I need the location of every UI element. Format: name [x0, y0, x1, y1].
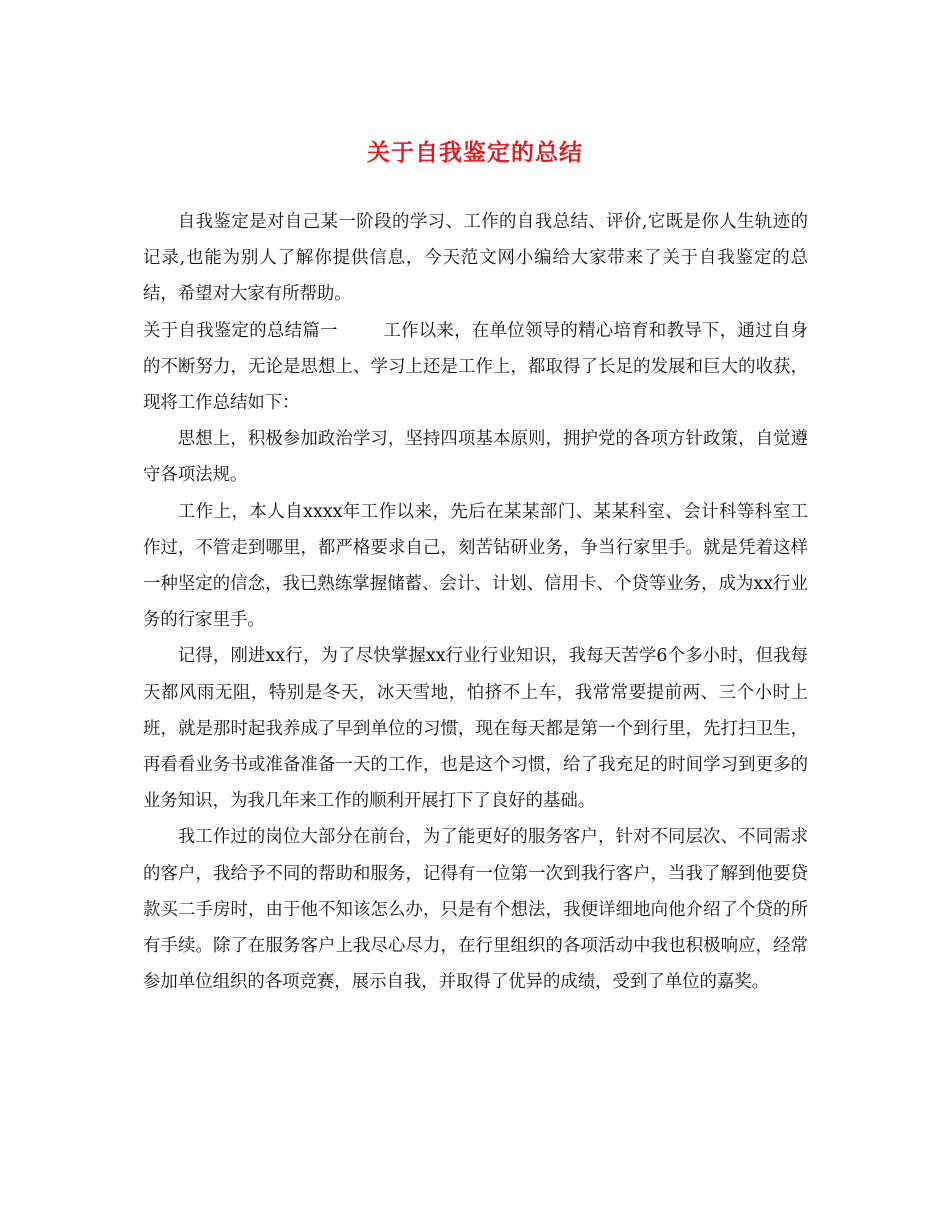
section-heading: 关于自我鉴定的总结篇一	[143, 320, 338, 341]
paragraph-memory: 记得，刚进xx行，为了尽快掌握xx行业行业知识，我每天苦学6个多小时，但我每天都风雨无阻，特别是冬天，冰天雪地，怕挤不上车，我常常要提前两、三个小时上班，就是那时起我养成了早到单位的习惯，现在每天都是第一个到行里，先打扫卫生，再看看业务书或准备准备一天的工作，也是这个习惯，给了我充足的时间学习到更多的业务知识，为我几年来工作的顺利开展打下了良好的基础。	[143, 646, 808, 812]
paragraph-thought: 思想上，积极参加政治学习，坚持四项基本原则，拥护党的各项方针政策，自觉遵守各项法规。	[143, 429, 808, 486]
document-body	[143, 204, 808, 1000]
intro-paragraph: 自我鉴定是对自己某一阶段的学习、工作的自我总结、评价,它既是你人生轨迹的记录,也能为别人了解你提供信息，今天范文网小编给大家带来了关于自我鉴定的总结，希望对大家有所帮助。	[143, 212, 808, 305]
paragraph-work: 工作上，本人自xxxx年工作以来，先后在某某部门、某某科室、会计科等科室工作过，不管走到哪里，都严格要求自己，刻苦钻研业务，争当行家里手。就是凭着这样一种坚定的信念，我已熟练掌握储蓄、会计、计划、信用卡、个贷等业务，成为xx行业务的行家里手。	[143, 501, 808, 631]
section-lead: 工作以来，在单位领导的精心培育和教导下，通过自身的不断努力，无论是思想上、学习上还是工作上，都取得了长足的发展和巨大的收获，现将工作总结如下：	[143, 320, 808, 414]
paragraph-service: 我工作过的岗位大部分在前台，为了能更好的服务客户，针对不同层次、不同需求的客户，我给予不同的帮助和服务，记得有一位第一次到我行客户，当我了解到他要贷款买二手房时，由于他不知该怎么办，只是有个想法，我便详细地向他介绍了个贷的所有手续。除了在服务客户上我尽心尽力，在行里组织的各项活动中我也积极响应，经常参加单位组织的各项竞赛，展示自我，并取得了优异的成绩，受到了单位的嘉奖。	[143, 827, 808, 993]
document-title: 关于自我鉴定的总结	[367, 140, 583, 166]
section-paragraph	[143, 313, 808, 422]
